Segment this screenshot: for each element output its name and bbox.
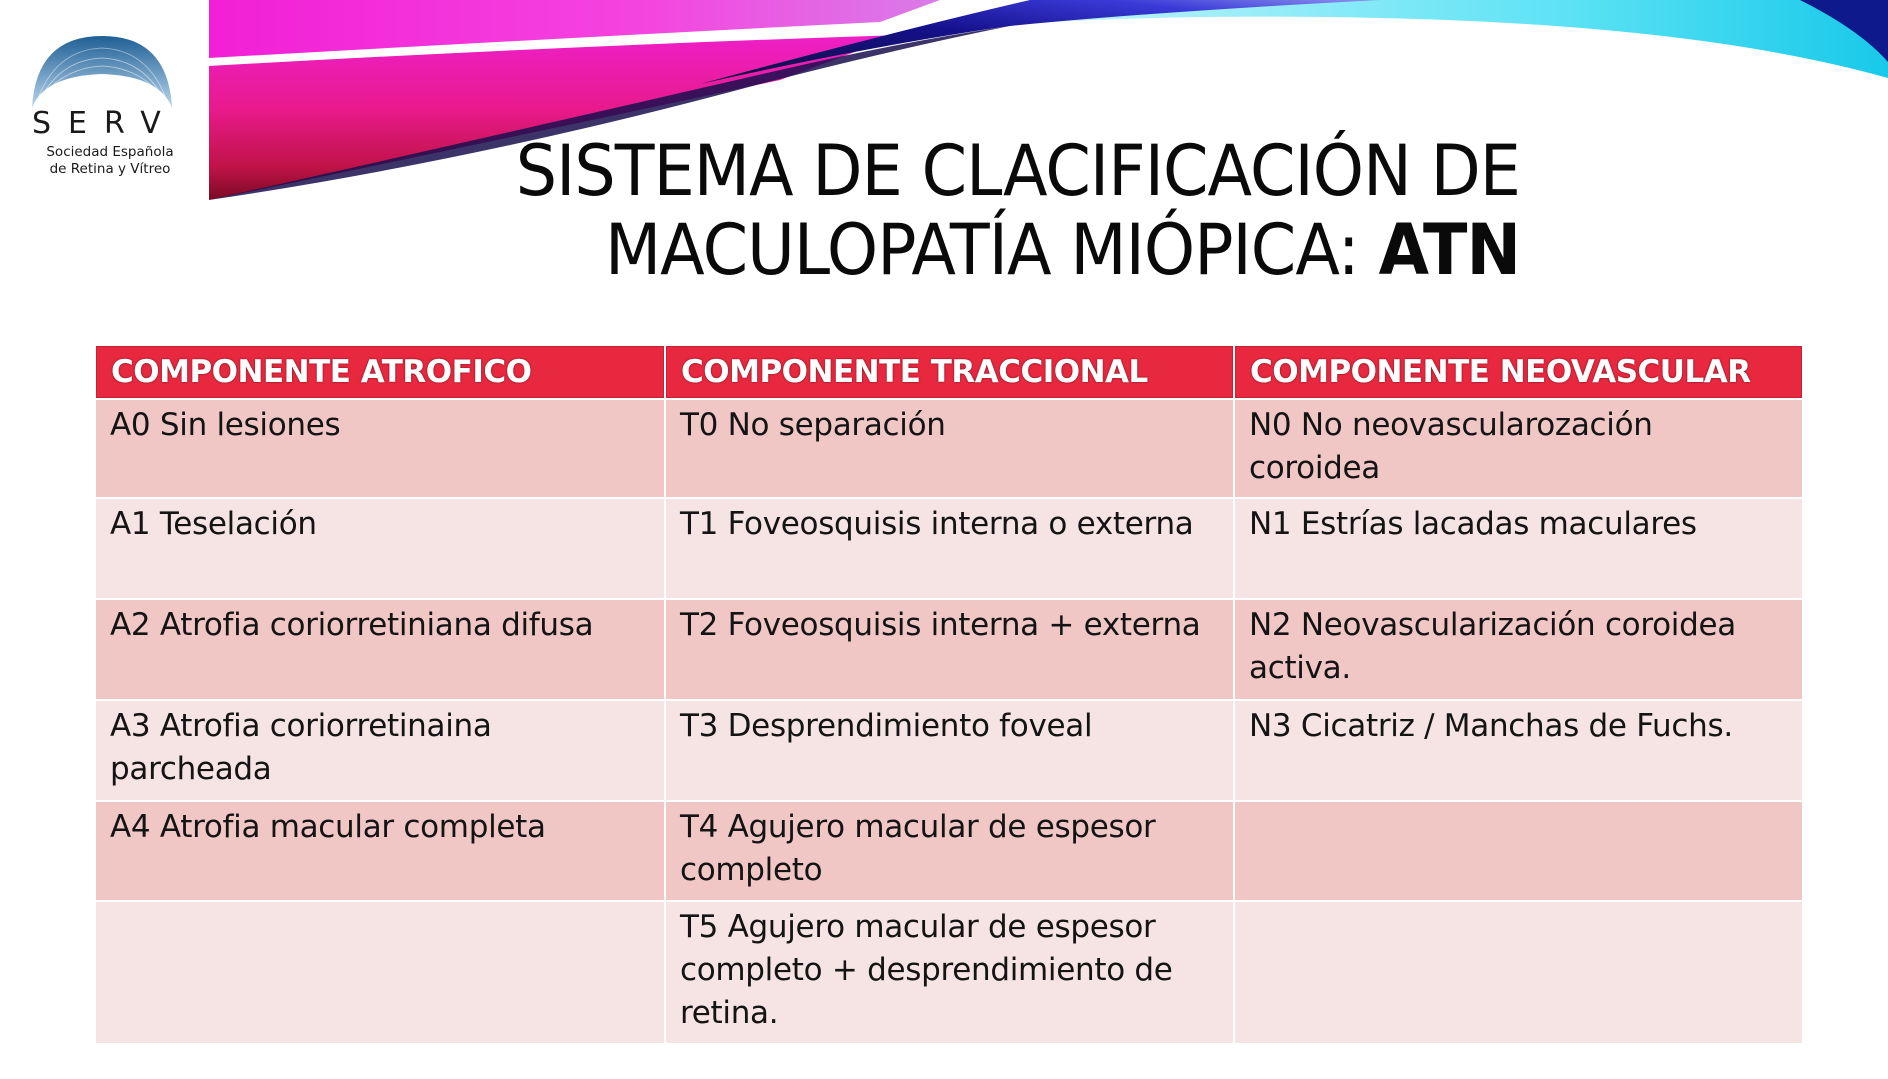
table-cell: T3 Desprendimiento foveal (666, 701, 1233, 800)
table-cell (1235, 802, 1802, 900)
serv-logo (22, 30, 202, 190)
table-row (96, 499, 1802, 598)
slide-title (441, 132, 1520, 290)
title-line2-regular: MACULOPATÍA MIÓPICA: (604, 209, 1379, 291)
table-cell: A2 Atrofia coriorretiniana difusa (96, 600, 664, 699)
table-cell: A4 Atrofia macular completa (96, 802, 664, 900)
table-cell: T5 Agujero macular de espesor completo + desprendimiento de retina. (666, 902, 1233, 1043)
header-tractional: COMPONENTE TRACCIONAL (666, 346, 1233, 398)
table-cell: A1 Teselación (96, 499, 664, 598)
logo-arc-icon (30, 34, 174, 110)
header-neovascular: COMPONENTE NEOVASCULAR (1235, 346, 1802, 398)
table-cell: N1 Estrías lacadas maculares (1235, 499, 1802, 598)
table-cell: T0 No separación (666, 400, 1233, 497)
table-cell: N2 Neovascularización coroidea activa. (1235, 600, 1802, 699)
table-row (96, 600, 1802, 699)
atn-classification-table (94, 344, 1804, 1045)
table-cell: A3 Atrofia coriorretinaina parcheada (96, 701, 664, 800)
logo-subtitle (30, 144, 190, 178)
table-cell: T4 Agujero macular de espesor completo (666, 802, 1233, 900)
table-cell: T1 Foveosquisis interna o externa (666, 499, 1233, 598)
title-line1: SISTEMA DE CLACIFICACIÓN DE (515, 130, 1520, 212)
table-row (96, 400, 1802, 497)
table-cell: A0 Sin lesiones (96, 400, 664, 497)
title-line2 (441, 211, 1520, 290)
table-row (96, 701, 1802, 800)
logo-wordmark: SERV (32, 106, 178, 141)
logo-subtitle-line2: de Retina y Vítreo (49, 161, 171, 177)
table-row (96, 902, 1802, 1043)
table-header-row (96, 346, 1802, 398)
title-line2-bold: ATN (1378, 209, 1520, 291)
table-cell: T2 Foveosquisis interna + externa (666, 600, 1233, 699)
header-atrophic: COMPONENTE ATROFICO (96, 346, 664, 398)
table-row (96, 802, 1802, 900)
table-cell (1235, 902, 1802, 1043)
logo-subtitle-line1: Sociedad Española (46, 144, 174, 160)
table-cell (96, 902, 664, 1043)
table-cell: N3 Cicatriz / Manchas de Fuchs. (1235, 701, 1802, 800)
table-cell: N0 No neovascularozación coroidea (1235, 400, 1802, 497)
